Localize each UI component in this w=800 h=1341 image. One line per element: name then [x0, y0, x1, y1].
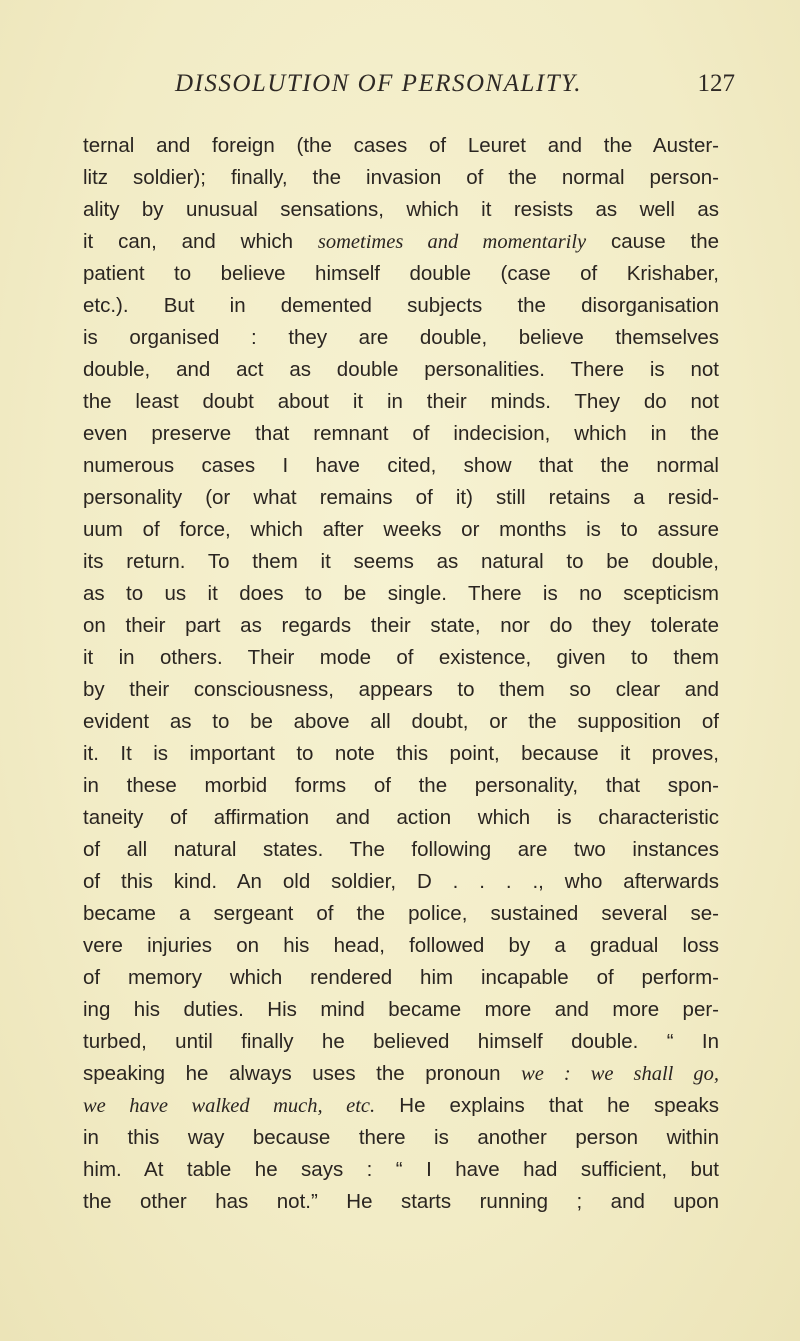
text-run: ternal and foreign (the cases of Leuret and the Auster-	[83, 134, 719, 157]
text-line	[83, 418, 719, 450]
text-line	[83, 578, 719, 610]
text-run: evident as to be above all doubt, or the supposition of	[83, 710, 719, 733]
text-run: taneity of affirmation and action which is characteristic	[83, 806, 719, 829]
text-line	[83, 962, 719, 994]
text-run: litz soldier); finally, the invasion of the normal person-	[83, 166, 719, 189]
text-line	[83, 258, 719, 290]
text-run: numerous cases I have cited, show that the normal	[83, 454, 719, 477]
text-run: etc.). But in demented subjects the disorganisation	[83, 294, 719, 317]
text-run: of memory which rendered him incapable of perform-	[83, 966, 719, 989]
text-line	[83, 770, 719, 802]
italic-text-run: we have walked much, etc.	[83, 1095, 376, 1117]
text-run: cause the	[586, 230, 720, 253]
text-run: it in others. Their mode of existence, given to them	[83, 646, 719, 669]
text-line	[83, 194, 719, 226]
text-run: personality (or what remains of it) still retains a resid-	[83, 486, 719, 509]
page-number: 127	[697, 70, 735, 97]
text-run: turbed, until finally he believed himself double. “ In	[83, 1030, 719, 1053]
text-run: double, and act as double personalities. There is not	[83, 358, 719, 381]
text-run: in this way because there is another person within	[83, 1126, 719, 1149]
text-run: He explains that he speaks	[375, 1094, 719, 1117]
text-line	[83, 130, 719, 162]
text-line	[83, 802, 719, 834]
text-run: ing his duties. His mind became more and more per-	[83, 998, 719, 1021]
text-run: became a sergeant of the police, sustained several se-	[83, 902, 719, 925]
text-line	[83, 898, 719, 930]
text-line	[83, 450, 719, 482]
text-line	[83, 1186, 719, 1218]
running-header	[175, 70, 735, 110]
text-run: him. At table he says : “ I have had sufficient, but	[83, 1158, 719, 1181]
text-line	[83, 226, 719, 258]
text-line	[83, 674, 719, 706]
text-line	[83, 386, 719, 418]
text-line	[83, 482, 719, 514]
running-title: DISSOLUTION OF PERSONALITY.	[175, 70, 582, 97]
text-line	[83, 706, 719, 738]
text-run: patient to believe himself double (case of Krishaber,	[83, 262, 719, 285]
text-run: by their consciousness, appears to them so clear and	[83, 678, 719, 701]
text-run: uum of force, which after weeks or months is to assure	[83, 518, 719, 541]
text-run: speaking he always uses the pronoun	[83, 1062, 522, 1085]
text-run: as to us it does to be single. There is no scepticism	[83, 582, 719, 605]
text-run: it. It is important to note this point, because it proves,	[83, 742, 719, 765]
text-run: in these morbid forms of the personality, that spon-	[83, 774, 719, 797]
text-run: of all natural states. The following are two instances	[83, 838, 719, 861]
text-line	[83, 994, 719, 1026]
italic-text-run: sometimes and momentarily	[317, 231, 587, 253]
italic-text-run: we : we shall go,	[521, 1063, 719, 1085]
text-run: the other has not.” He starts running ; and upon	[83, 1190, 719, 1213]
text-line	[83, 290, 719, 322]
text-line	[83, 610, 719, 642]
text-line	[83, 514, 719, 546]
text-run: its return. To them it seems as natural to be double,	[83, 550, 719, 573]
text-run: the least doubt about it in their minds. They do not	[83, 390, 719, 413]
text-line	[83, 546, 719, 578]
text-line	[83, 1122, 719, 1154]
text-line	[83, 930, 719, 962]
text-line	[83, 1154, 719, 1186]
text-run: on their part as regards their state, nor do they tolerate	[83, 614, 719, 637]
text-run: ality by unusual sensations, which it resists as well as	[83, 198, 719, 221]
text-line	[83, 866, 719, 898]
text-run: of this kind. An old soldier, D . . . ., who afterwards	[83, 870, 719, 893]
text-line	[83, 1058, 719, 1090]
body-paragraph	[83, 130, 719, 1218]
text-line	[83, 738, 719, 770]
text-line	[83, 1090, 719, 1122]
text-line	[83, 162, 719, 194]
text-line	[83, 322, 719, 354]
text-line	[83, 834, 719, 866]
text-run: even preserve that remnant of indecision, which in the	[83, 422, 719, 445]
text-line	[83, 1026, 719, 1058]
text-line	[83, 642, 719, 674]
text-line	[83, 354, 719, 386]
text-run: it can, and which	[83, 230, 318, 253]
text-run: vere injuries on his head, followed by a gradual loss	[83, 934, 719, 957]
text-run: is organised : they are double, believe themselves	[83, 326, 719, 349]
